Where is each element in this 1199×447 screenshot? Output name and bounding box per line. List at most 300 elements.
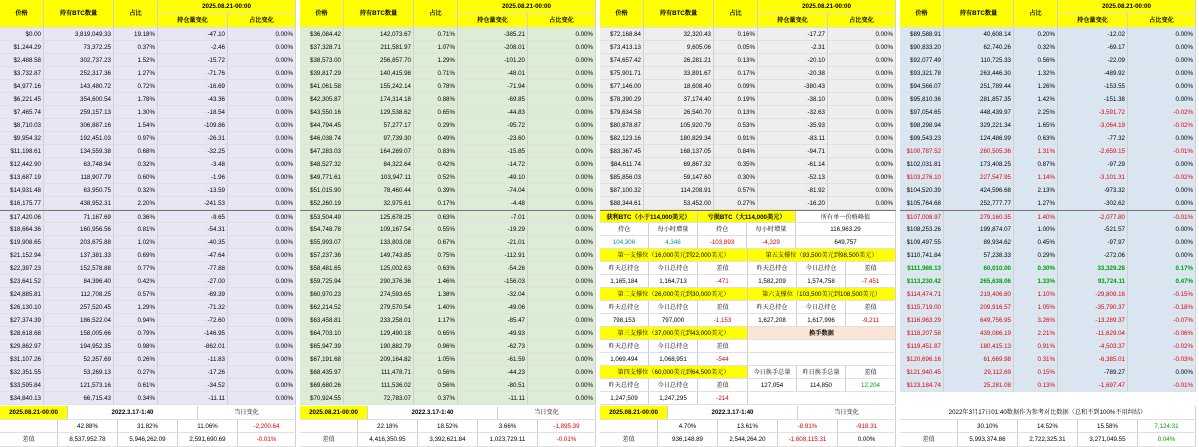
summary-blank[interactable] <box>600 420 658 434</box>
table-cell[interactable]: $26,130.10 <box>0 301 44 314</box>
panel-cell[interactable]: -471 <box>698 275 748 288</box>
table-cell[interactable]: 111,536.02 <box>344 379 414 392</box>
header-cell[interactable]: 占比 <box>114 0 158 28</box>
table-cell[interactable]: 0.00% <box>528 327 596 340</box>
table-cell[interactable]: 1.27% <box>1014 197 1058 210</box>
turnover-label[interactable]: 换手数据 <box>748 327 896 340</box>
table-cell[interactable]: 257,520.45 <box>44 301 114 314</box>
table-cell[interactable]: $95,810.36 <box>900 93 944 106</box>
table-cell[interactable]: -15.72 <box>158 54 228 67</box>
summary-e[interactable]: 5,993,374.86 <box>958 433 1018 447</box>
table-cell[interactable]: 0.47% <box>1128 275 1196 288</box>
summary-h[interactable]: 0.00% <box>838 433 896 447</box>
table-cell[interactable]: 0.00% <box>528 80 596 93</box>
table-cell[interactable]: 1.26% <box>1014 80 1058 93</box>
panel-cell[interactable]: 昨天总持仓 <box>748 301 797 314</box>
table-cell[interactable]: -69.17 <box>1058 41 1128 54</box>
table-cell[interactable]: $37,328.71 <box>300 41 344 54</box>
summary-g[interactable]: 3,271,049.55 <box>1078 433 1138 447</box>
table-cell[interactable]: -1,697.47 <box>1058 379 1128 392</box>
table-cell[interactable]: 9,605.06 <box>644 41 714 54</box>
table-cell[interactable]: 0.29% <box>1014 249 1058 262</box>
table-cell[interactable]: $29,862.97 <box>0 340 44 353</box>
table-cell[interactable]: 0.00% <box>1128 236 1196 249</box>
table-cell[interactable]: 0.00% <box>228 236 296 249</box>
table-cell[interactable]: -72.60 <box>158 314 228 327</box>
table-cell[interactable]: -61.14 <box>758 158 828 171</box>
table-cell[interactable]: 93,724.11 <box>1058 275 1128 288</box>
table-cell[interactable]: $121,940.45 <box>900 366 944 379</box>
table-cell[interactable]: 256,857.70 <box>344 54 414 67</box>
table-cell[interactable]: $54,748.78 <box>300 223 344 236</box>
table-cell[interactable]: 19.18% <box>114 28 158 41</box>
table-cell[interactable]: 306,887.16 <box>44 119 114 132</box>
table-cell[interactable]: 152,578.88 <box>44 262 114 275</box>
table-cell[interactable]: -789.27 <box>1058 366 1128 379</box>
table-cell[interactable]: 0.00% <box>828 41 896 54</box>
support-5-label[interactable]: 第五支撑位（93,500美元到98,500美元） <box>748 249 896 262</box>
table-cell[interactable]: $17,420.06 <box>0 211 44 223</box>
table-cell[interactable]: $92,077.49 <box>900 54 944 67</box>
table-cell[interactable]: 61,669.98 <box>944 353 1014 366</box>
table-cell[interactable]: 0.37% <box>414 392 458 405</box>
table-cell[interactable]: -16.20 <box>758 197 828 210</box>
table-cell[interactable]: 424,596.68 <box>944 184 1014 197</box>
table-cell[interactable]: 0.55% <box>414 223 458 236</box>
table-cell[interactable]: -29,809.16 <box>1058 288 1128 301</box>
table-cell[interactable]: 1.65% <box>1014 119 1058 132</box>
table-cell[interactable]: -23.60 <box>458 132 528 145</box>
table-cell[interactable]: $120,696.16 <box>900 353 944 366</box>
summary-f[interactable]: 3,392,621.84 <box>418 433 478 447</box>
table-cell[interactable]: 302,737.23 <box>44 54 114 67</box>
table-cell[interactable]: $28,618.68 <box>0 327 44 340</box>
table-cell[interactable]: $111,986.13 <box>900 262 944 275</box>
table-cell[interactable]: 66,715.43 <box>44 392 114 405</box>
table-cell[interactable]: 0.81% <box>114 223 158 236</box>
table-cell[interactable]: -14.72 <box>458 158 528 171</box>
table-cell[interactable]: -862.01 <box>158 340 228 353</box>
table-cell[interactable]: 0.00% <box>228 392 296 405</box>
table-cell[interactable]: 0.00% <box>1128 158 1196 171</box>
table-cell[interactable]: 211,581.97 <box>344 41 414 54</box>
table-cell[interactable]: 125,002.63 <box>344 262 414 275</box>
table-cell[interactable]: 0.00% <box>528 249 596 262</box>
table-cell[interactable]: 0.00% <box>528 28 596 41</box>
table-cell[interactable]: 354,600.54 <box>44 93 114 106</box>
all-peak-label[interactable]: 所有单一价格峰值 <box>796 211 896 223</box>
table-cell[interactable]: 2.20% <box>114 197 158 210</box>
panel-cell[interactable]: 1,627,208 <box>748 314 797 327</box>
table-cell[interactable]: -0.01% <box>1128 145 1196 158</box>
summary-b[interactable]: 14.52% <box>1018 420 1078 434</box>
table-cell[interactable]: -3,064.19 <box>1058 119 1128 132</box>
table-cell[interactable]: 0.00% <box>528 392 596 405</box>
table-cell[interactable]: 0.77% <box>114 262 158 275</box>
table-cell[interactable]: -3,101.31 <box>1058 171 1128 184</box>
header-date[interactable]: 2025.08.21-00:00 <box>158 0 296 14</box>
table-cell[interactable]: $87,100.32 <box>600 184 644 197</box>
table-cell[interactable]: -69.39 <box>158 288 228 301</box>
header-hold-change[interactable]: 持仓量变化 <box>758 14 828 28</box>
table-cell[interactable]: $18,664.36 <box>0 223 44 236</box>
table-cell[interactable]: $9,954.32 <box>0 132 44 145</box>
table-cell[interactable]: 0.61% <box>114 379 158 392</box>
panel-cell[interactable]: 1,574,758 <box>797 275 846 288</box>
table-cell[interactable]: 0.00% <box>528 132 596 145</box>
table-cell[interactable]: 329,221.34 <box>944 119 1014 132</box>
table-cell[interactable]: 0.00% <box>828 93 896 106</box>
table-cell[interactable]: 0.00% <box>528 67 596 80</box>
table-cell[interactable]: 0.00% <box>228 184 296 197</box>
table-cell[interactable]: 0.00% <box>228 106 296 119</box>
table-cell[interactable]: -40.35 <box>158 236 228 249</box>
table-cell[interactable]: -43.36 <box>158 93 228 106</box>
table-cell[interactable]: -54.31 <box>158 223 228 236</box>
table-cell[interactable]: $85,856.03 <box>600 171 644 184</box>
table-cell[interactable]: 0.53% <box>714 119 758 132</box>
support-2-label[interactable]: 第二支撑位（26,000美元到30,000美元） <box>600 288 748 301</box>
table-cell[interactable]: 0.00% <box>528 119 596 132</box>
table-cell[interactable]: 0.00% <box>228 67 296 80</box>
table-cell[interactable]: 1.30% <box>114 106 158 119</box>
table-cell[interactable]: $62,214.52 <box>300 301 344 314</box>
table-cell[interactable]: $36,084.42 <box>300 28 344 41</box>
table-cell[interactable]: 0.00% <box>228 301 296 314</box>
panel-cell[interactable]: 昨天总持仓 <box>600 340 649 353</box>
table-cell[interactable]: 0.57% <box>114 288 158 301</box>
table-cell[interactable]: 0.00% <box>528 158 596 171</box>
table-cell[interactable]: 0.00% <box>228 379 296 392</box>
table-cell[interactable]: -0.02% <box>1128 340 1196 353</box>
table-cell[interactable]: 1.07% <box>414 41 458 54</box>
table-cell[interactable]: 0.00% <box>228 262 296 275</box>
table-cell[interactable]: 0.00% <box>228 211 296 223</box>
table-cell[interactable]: 0.75% <box>414 249 458 262</box>
table-cell[interactable]: 0.00% <box>228 249 296 262</box>
table-cell[interactable]: 0.00% <box>228 119 296 132</box>
panel-cell[interactable]: 昨天总持仓 <box>600 262 649 275</box>
summary-a[interactable]: 4.70% <box>658 420 718 434</box>
table-cell[interactable]: 1.54% <box>114 119 158 132</box>
summary-date[interactable]: 2025.08.21-00:00 <box>300 406 368 420</box>
table-cell[interactable]: 0.00% <box>228 327 296 340</box>
table-cell[interactable]: $23,641.52 <box>0 275 44 288</box>
panel-cell[interactable]: -103,893 <box>698 236 747 249</box>
panel-cell[interactable]: -214 <box>698 392 748 405</box>
table-cell[interactable]: 1.33% <box>1014 275 1058 288</box>
panel-cell[interactable]: 649,757 <box>796 236 896 249</box>
table-cell[interactable]: $80,878.87 <box>600 119 644 132</box>
panel-cell[interactable]: 127,054 <box>748 379 797 392</box>
table-cell[interactable]: 0.00% <box>228 197 296 210</box>
table-cell[interactable]: -85.47 <box>458 314 528 327</box>
table-cell[interactable]: 190,882.79 <box>344 340 414 353</box>
table-cell[interactable]: 0.91% <box>714 132 758 145</box>
table-cell[interactable]: -83.11 <box>758 132 828 145</box>
summary-date[interactable]: 2025.08.21-00:00 <box>600 406 668 420</box>
table-cell[interactable]: $32,351.55 <box>0 366 44 379</box>
summary-c[interactable]: 15.58% <box>1078 420 1138 434</box>
table-cell[interactable]: 0.00% <box>228 145 296 158</box>
table-cell[interactable]: 114,208.91 <box>644 184 714 197</box>
table-cell[interactable]: $77,146.00 <box>600 80 644 93</box>
table-cell[interactable]: 0.00% <box>528 54 596 67</box>
summary-a[interactable]: 42.88% <box>58 420 118 434</box>
panel-cell[interactable]: 116,963.29 <box>796 223 896 236</box>
table-cell[interactable]: 0.00% <box>528 93 596 106</box>
table-cell[interactable]: -9.65 <box>158 211 228 223</box>
table-cell[interactable]: $69,680.26 <box>300 379 344 392</box>
table-cell[interactable]: 0.00% <box>228 132 296 145</box>
summary-ref[interactable]: 2022.3.17-1:40 <box>68 406 198 420</box>
table-cell[interactable]: $65,947.39 <box>300 340 344 353</box>
summary-h[interactable]: -0.01% <box>238 433 296 447</box>
table-cell[interactable]: 252,317.36 <box>44 67 114 80</box>
summary-date[interactable]: 2025.08.21-00:00 <box>0 406 68 420</box>
panel-cell[interactable]: 昨天总持仓 <box>600 301 649 314</box>
table-cell[interactable]: $67,191.68 <box>300 353 344 366</box>
table-cell[interactable]: $16,175.77 <box>0 197 44 210</box>
table-cell[interactable]: 252,777.77 <box>944 197 1014 210</box>
table-cell[interactable]: -0.06% <box>1128 327 1196 340</box>
panel-cell[interactable]: 差值 <box>846 301 896 314</box>
table-cell[interactable]: $41,061.58 <box>300 80 344 93</box>
table-cell[interactable]: 0.00% <box>528 171 596 184</box>
table-cell[interactable]: -16.69 <box>158 80 228 93</box>
table-cell[interactable]: $27,374.39 <box>0 314 44 327</box>
table-cell[interactable]: 0.00% <box>528 211 596 223</box>
table-cell[interactable]: $31,107.26 <box>0 353 44 366</box>
summary-blank[interactable] <box>0 420 58 434</box>
table-cell[interactable]: 180,829.34 <box>644 132 714 145</box>
table-cell[interactable]: 0.00% <box>528 223 596 236</box>
table-cell[interactable]: 0.36% <box>114 211 158 223</box>
table-cell[interactable]: 2.25% <box>1014 106 1058 119</box>
table-cell[interactable]: -38.10 <box>758 93 828 106</box>
table-cell[interactable]: 0.00% <box>1128 184 1196 197</box>
header-cell[interactable]: 价格 <box>600 0 644 28</box>
table-cell[interactable]: 0.98% <box>114 340 158 353</box>
panel-cell[interactable]: 昨日换手总量 <box>797 366 846 379</box>
table-cell[interactable]: 0.05% <box>714 41 758 54</box>
panel-cell[interactable]: 1,165,184 <box>600 275 649 288</box>
header-cell[interactable]: 价格 <box>900 0 944 28</box>
table-cell[interactable]: $4,977.16 <box>0 80 44 93</box>
table-cell[interactable]: -27.00 <box>158 275 228 288</box>
support-6-label[interactable]: 第六支撑位（103,500美元到108,500美元） <box>748 288 896 301</box>
panel-cell[interactable]: 持仓 <box>698 223 747 236</box>
header-ratio-change[interactable]: 占比变化 <box>228 14 296 28</box>
table-cell[interactable]: 1.14% <box>1014 171 1058 184</box>
table-cell[interactable]: 0.00% <box>228 340 296 353</box>
table-cell[interactable]: $53,504.49 <box>300 211 344 223</box>
table-cell[interactable]: -71.76 <box>158 67 228 80</box>
table-cell[interactable]: 0.00% <box>828 132 896 145</box>
panel-cell[interactable]: -4,329 <box>747 236 796 249</box>
table-cell[interactable]: 0.00% <box>828 158 896 171</box>
table-cell[interactable]: $108,253.26 <box>900 223 944 236</box>
table-cell[interactable]: 155,242.14 <box>344 80 414 93</box>
table-cell[interactable]: 0.71% <box>414 28 458 41</box>
table-cell[interactable]: $39,817.29 <box>300 67 344 80</box>
table-cell[interactable]: $90,833.20 <box>900 41 944 54</box>
table-cell[interactable]: -2,659.15 <box>1058 145 1128 158</box>
table-cell[interactable]: 25,281.08 <box>944 379 1014 392</box>
table-cell[interactable]: 1.27% <box>114 67 158 80</box>
table-cell[interactable]: -3.48 <box>158 158 228 171</box>
table-cell[interactable]: 263,446.30 <box>944 67 1014 80</box>
panel-cell[interactable]: 今日总持仓 <box>797 301 846 314</box>
table-cell[interactable]: 0.16% <box>714 28 758 41</box>
table-cell[interactable]: 57,238.33 <box>944 249 1014 262</box>
table-cell[interactable]: 0.00% <box>1128 54 1196 67</box>
table-cell[interactable]: 0.00% <box>1128 80 1196 93</box>
table-cell[interactable]: 33,891.67 <box>644 67 714 80</box>
table-cell[interactable]: 0.00% <box>828 54 896 67</box>
table-cell[interactable]: 118,907.79 <box>44 171 114 184</box>
table-cell[interactable]: $47,283.03 <box>300 145 344 158</box>
summary-h[interactable]: -0.01% <box>538 433 596 447</box>
table-cell[interactable]: 0.00% <box>828 145 896 158</box>
table-cell[interactable]: 134,559.38 <box>44 145 114 158</box>
summary-d[interactable]: -2,200.64 <box>238 420 296 434</box>
table-cell[interactable]: $68,435.97 <box>300 366 344 379</box>
table-cell[interactable]: $8,710.03 <box>0 119 44 132</box>
table-cell[interactable]: 0.15% <box>1014 366 1058 379</box>
table-cell[interactable]: -302.62 <box>1058 197 1128 210</box>
panel-cell[interactable]: 差值 <box>698 379 748 392</box>
table-cell[interactable]: -80.51 <box>458 379 528 392</box>
table-cell[interactable]: -17.26 <box>158 366 228 379</box>
summary-diff-label[interactable]: 差值 <box>300 433 358 447</box>
table-cell[interactable]: 0.00% <box>528 379 596 392</box>
table-cell[interactable]: 0.00% <box>828 119 896 132</box>
table-cell[interactable]: $58,481.65 <box>300 262 344 275</box>
panel-cell[interactable]: 今日总持仓 <box>797 262 846 275</box>
summary-h[interactable]: 0.04% <box>1138 433 1196 447</box>
table-cell[interactable]: -2,077.80 <box>1058 211 1128 223</box>
table-cell[interactable]: 26,281.21 <box>644 54 714 67</box>
table-cell[interactable]: 180,415.13 <box>944 340 1014 353</box>
table-cell[interactable]: 72,783.07 <box>344 392 414 405</box>
panel-cell[interactable]: 1,068,951 <box>649 353 698 366</box>
table-cell[interactable]: -71.94 <box>458 80 528 93</box>
header-ratio-change[interactable]: 占比变化 <box>828 14 896 28</box>
table-cell[interactable]: 0.00% <box>828 171 896 184</box>
table-cell[interactable]: 0.00% <box>528 340 596 353</box>
header-hold-change[interactable]: 持仓量变化 <box>1058 14 1128 28</box>
summary-a[interactable]: 30.10% <box>958 420 1018 434</box>
table-cell[interactable]: 448,439.97 <box>944 106 1014 119</box>
table-cell[interactable]: -62.73 <box>458 340 528 353</box>
summary-diff-label[interactable]: 差值 <box>0 433 58 447</box>
table-cell[interactable]: -54.26 <box>458 262 528 275</box>
blank[interactable] <box>748 353 896 366</box>
table-cell[interactable]: -52.13 <box>758 171 828 184</box>
table-cell[interactable]: 0.00% <box>228 93 296 106</box>
table-cell[interactable]: -17.27 <box>758 28 828 41</box>
table-cell[interactable]: 173,408.25 <box>944 158 1014 171</box>
table-cell[interactable]: 2.13% <box>1014 184 1058 197</box>
panel-cell[interactable]: 每小时增量 <box>747 223 796 236</box>
summary-g[interactable]: 2,591,690.69 <box>178 433 238 447</box>
header-ratio-change[interactable]: 占比变化 <box>528 14 596 28</box>
table-cell[interactable]: 1.02% <box>114 236 158 249</box>
table-cell[interactable]: 1.52% <box>114 54 158 67</box>
table-cell[interactable]: 1.10% <box>1014 288 1058 301</box>
table-cell[interactable]: 0.31% <box>1014 353 1058 366</box>
table-cell[interactable]: 0.00% <box>528 106 596 119</box>
table-cell[interactable]: $104,520.39 <box>900 184 944 197</box>
table-cell[interactable]: 149,743.85 <box>344 249 414 262</box>
summary-g[interactable]: 1,023,729.11 <box>478 433 538 447</box>
table-cell[interactable]: -77.32 <box>1058 132 1128 145</box>
table-cell[interactable]: -61.59 <box>458 353 528 366</box>
table-cell[interactable]: -97.29 <box>1058 158 1128 171</box>
table-cell[interactable]: 186,522.04 <box>44 314 114 327</box>
table-cell[interactable]: 281,857.35 <box>944 93 1014 106</box>
table-cell[interactable]: 0.00% <box>528 41 596 54</box>
table-cell[interactable]: -69.85 <box>458 93 528 106</box>
header-hold-change[interactable]: 持仓量变化 <box>458 14 528 28</box>
table-cell[interactable]: $72,168.84 <box>600 28 644 41</box>
table-cell[interactable]: 103,947.11 <box>344 171 414 184</box>
table-cell[interactable]: 0.79% <box>114 327 158 340</box>
table-cell[interactable]: -22.09 <box>1058 54 1128 67</box>
table-cell[interactable]: $113,230.42 <box>900 275 944 288</box>
panel-cell[interactable]: -544 <box>698 353 748 366</box>
table-cell[interactable]: 109,167.54 <box>344 223 414 236</box>
table-cell[interactable]: -0.02% <box>1128 119 1196 132</box>
table-cell[interactable]: -385.21 <box>458 28 528 41</box>
table-cell[interactable]: 0.42% <box>414 158 458 171</box>
table-cell[interactable]: 129,538.62 <box>344 106 414 119</box>
table-cell[interactable]: $109,497.55 <box>900 236 944 249</box>
table-cell[interactable]: 1.29% <box>414 54 458 67</box>
table-cell[interactable]: -12.02 <box>1058 28 1128 41</box>
table-cell[interactable]: 1.05% <box>1014 301 1058 314</box>
table-cell[interactable]: 0.00% <box>1128 28 1196 41</box>
table-cell[interactable]: 0.94% <box>114 314 158 327</box>
table-cell[interactable]: 0.00% <box>1128 67 1196 80</box>
table-cell[interactable]: 133,803.08 <box>344 236 414 249</box>
table-cell[interactable]: 0.00% <box>228 275 296 288</box>
summary-e[interactable]: 936,148.89 <box>658 433 718 447</box>
table-cell[interactable]: 0.68% <box>114 145 158 158</box>
table-cell[interactable]: 0.91% <box>1014 340 1058 353</box>
table-cell[interactable]: 0.00% <box>228 28 296 41</box>
table-cell[interactable]: 18,608.40 <box>644 80 714 93</box>
table-cell[interactable]: -77.88 <box>158 262 228 275</box>
summary-d[interactable]: -918.31 <box>838 420 896 434</box>
table-cell[interactable]: -44.23 <box>458 366 528 379</box>
table-cell[interactable]: 1.05% <box>414 353 458 366</box>
table-cell[interactable]: 0.00% <box>228 54 296 67</box>
summary-diff-label[interactable]: 差值 <box>900 433 958 447</box>
panel-cell[interactable]: 12,204 <box>846 379 896 392</box>
table-cell[interactable]: 0.00% <box>1128 132 1196 145</box>
table-cell[interactable]: 3.26% <box>1014 314 1058 327</box>
table-cell[interactable]: $43,550.16 <box>300 106 344 119</box>
table-cell[interactable]: 0.65% <box>414 327 458 340</box>
table-cell[interactable]: $48,527.32 <box>300 158 344 171</box>
table-cell[interactable]: 0.00% <box>1128 366 1196 379</box>
table-cell[interactable]: -97.97 <box>1058 236 1128 249</box>
header-cell[interactable]: 持有BTC数量 <box>944 0 1014 28</box>
table-cell[interactable]: 168,137.05 <box>644 145 714 158</box>
header-cell[interactable]: 价格 <box>0 0 44 28</box>
